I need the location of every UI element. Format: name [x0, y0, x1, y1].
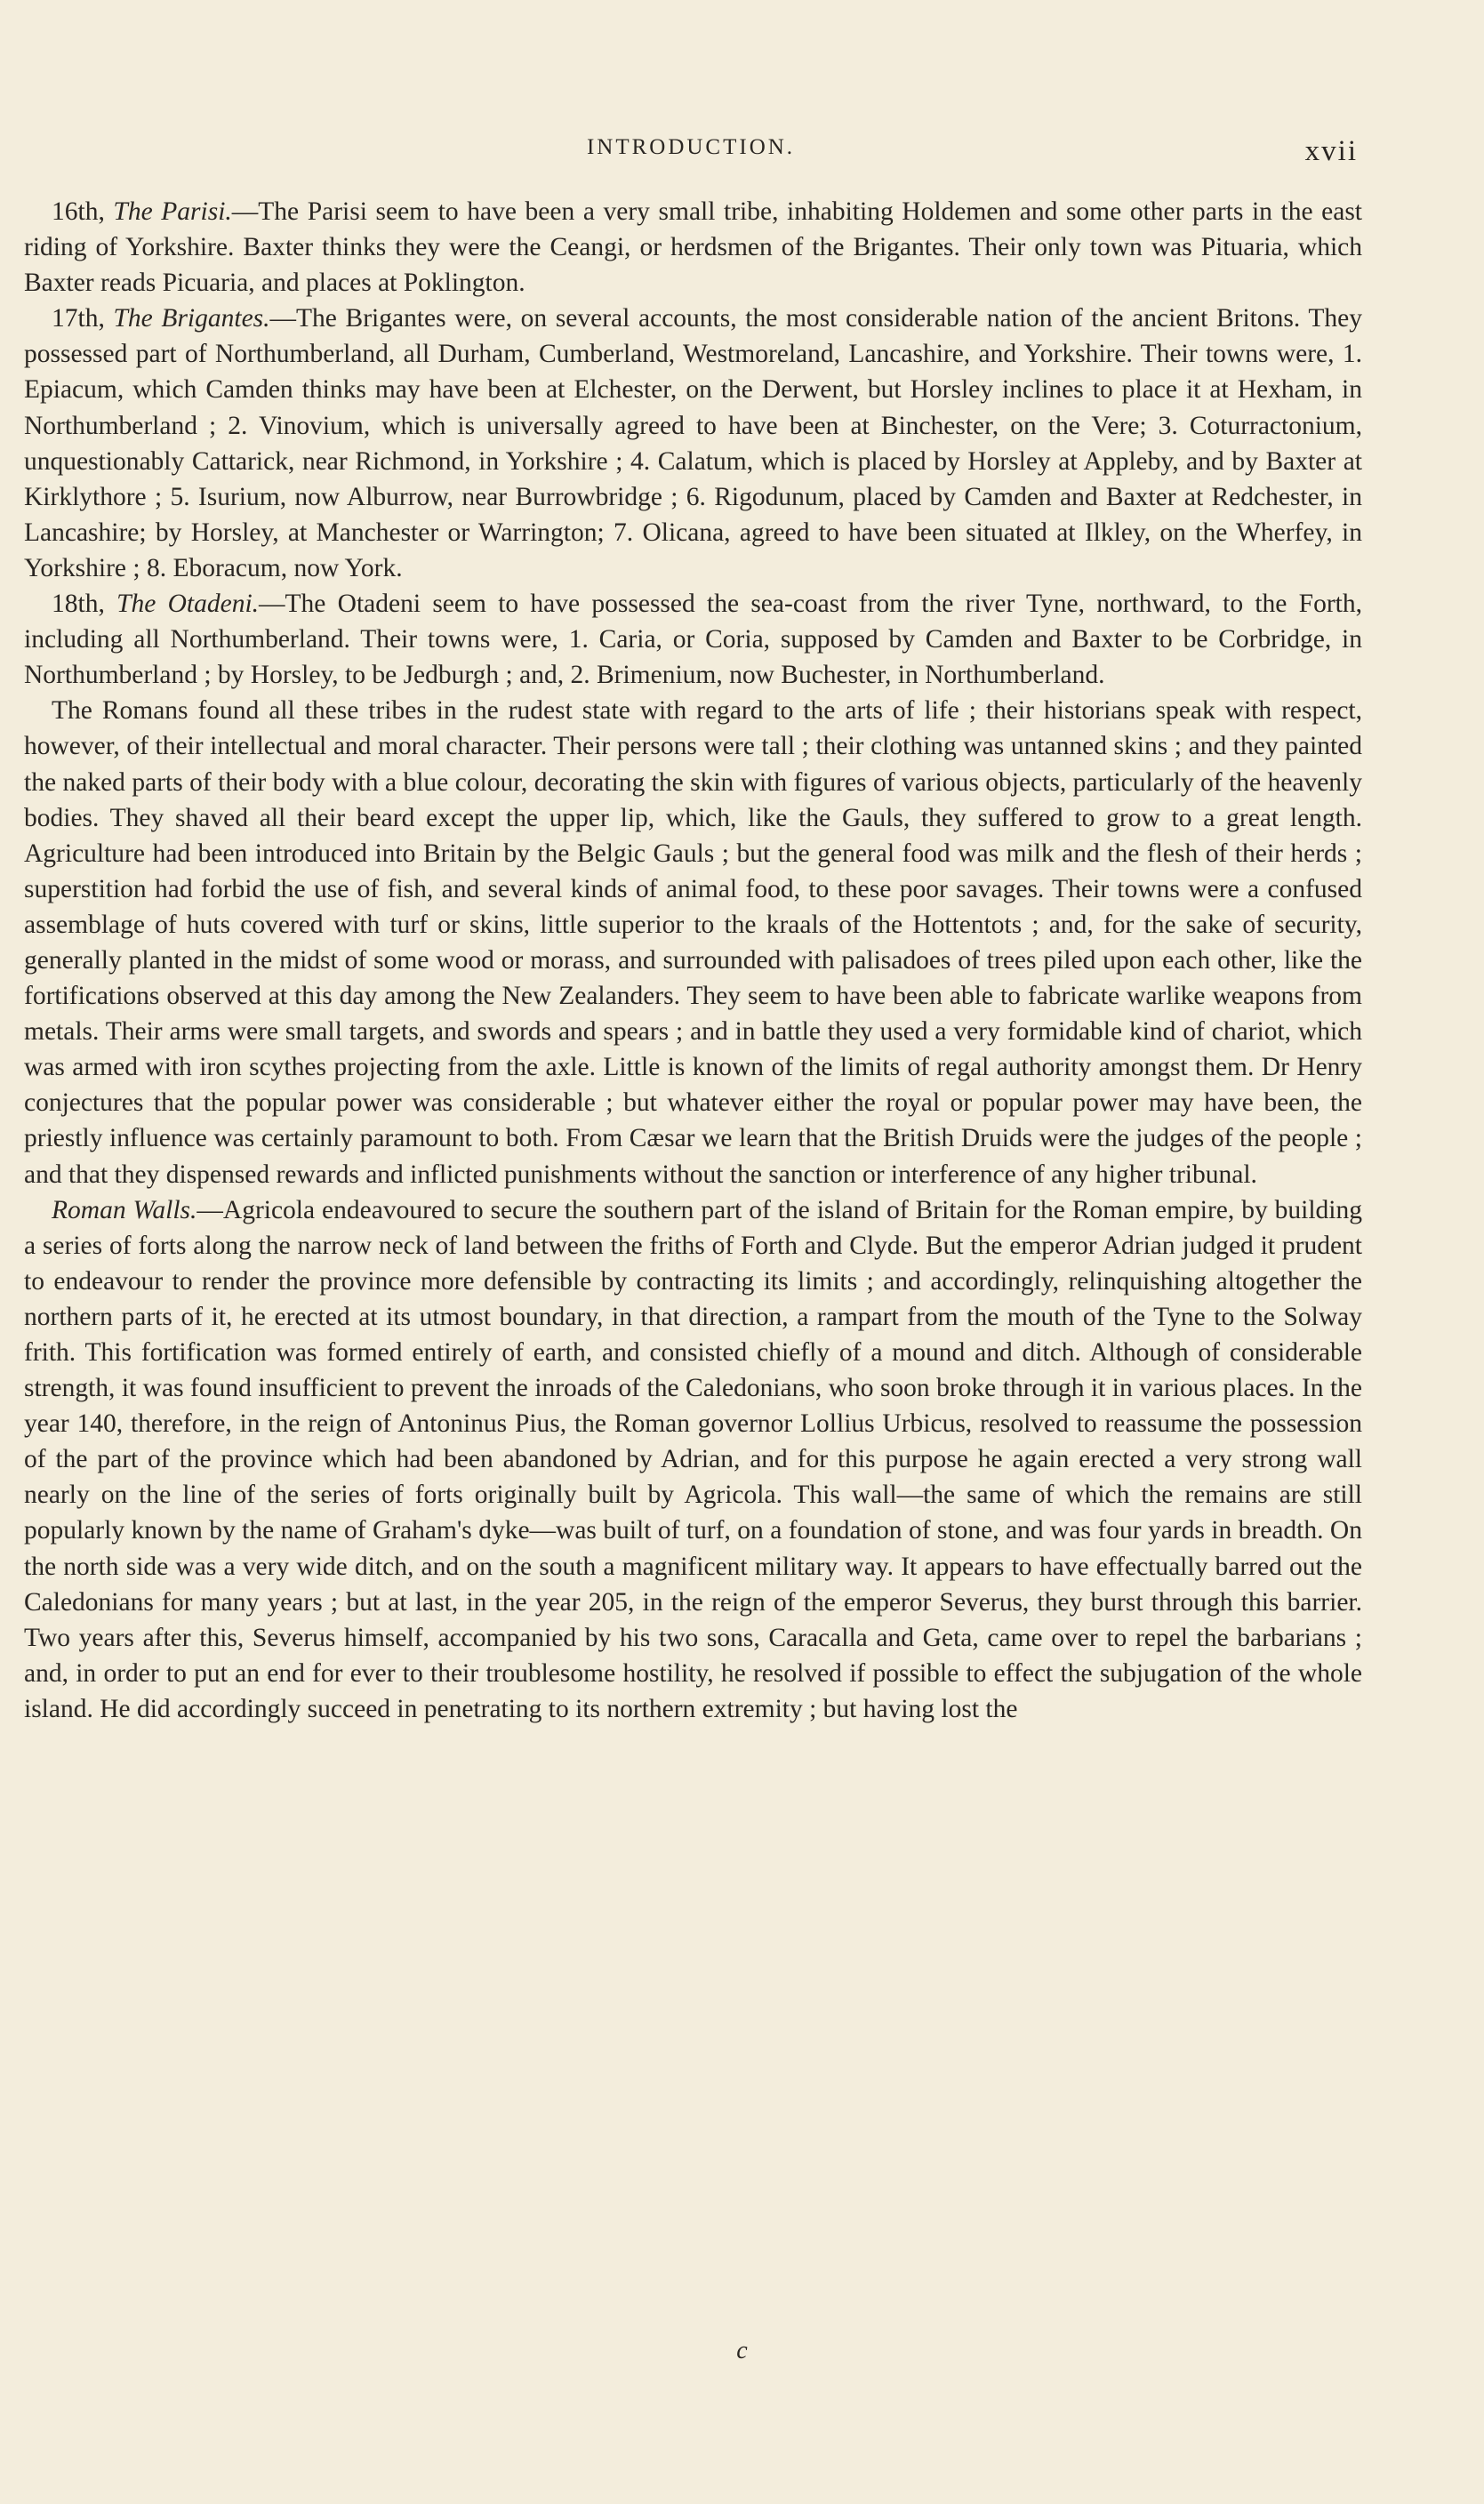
section-title-parisi: The Parisi. [113, 197, 232, 226]
paragraph-text: —The Otadeni seem to have possessed the sea-coast from the river Tyne, northward, to the Forth, including all Northumberland. Their towns were, 1. Caria, or Coria, supposed by Camden and Baxter to be Corbridge, in Northumberland ; by Horsley, to be Jedburgh ; and, 2. Brimenium, now Buchester, in Northumberland. [24, 590, 1362, 690]
paragraph-text: —The Brigantes were, on several accounts, the most considerable nation of the ancient Britons. They possessed part of Northumberland, all Durham, Cumberland, Westmoreland, Lancashire, and Yorkshire. Their towns were, 1. Epiacum, which Camden thinks may have been at Elchester, on the Derwent, but Horsley inclines to place it at Hexham, in Northumberland ; 2. Vinovium, which is universally agreed to have been at Binchester, on the Vere; 3. Coturractonium, unquestionably Cattarick, near Richmond, in Yorkshire ; 4. Calatum, which is placed by Horsley at Appleby, and by Baxter at Kirklythore ; 5. Isurium, now Alburrow, near Burrowbridge ; 6. Rigodunum, placed by Camden and Baxter at Redchester, in Lancashire; by Horsley, at Manchester or Warrington; 7. Olicana, agreed to have been situated at Ilkley, on the Wherfey, in Yorkshire ; 8. Eboracum, now York. [24, 304, 1362, 582]
section-title-otadeni: The Otadeni. [116, 590, 260, 619]
page-header [24, 135, 1358, 171]
paragraph-label: 18th, [52, 590, 117, 619]
section-title-brigantes: The Brigantes. [113, 304, 270, 333]
paragraph-text: —The Parisi seem to have been a very small tribe, inhabiting Holdemen and some other parts in the east riding of Yorkshire. Baxter thinks they were the Ceangi, or herdsmen of the Brigantes. Their only town was Pituaria, which Baxter reads Picuaria, and places at Poklington. [24, 197, 1362, 298]
page-number: xvii [1304, 135, 1358, 167]
body-text [24, 194, 1362, 1727]
paragraph-britons-character [24, 693, 1362, 1192]
paragraph-roman-walls [24, 1192, 1362, 1727]
section-title-roman-walls: Roman Walls. [52, 1195, 197, 1224]
paragraph-label: 17th, [52, 304, 114, 333]
paragraph-text: —Agricola endeavoured to secure the southern part of the island of Britain for the Roman empire, by building a series of forts along the narrow neck of land between the friths of Forth and Clyde. But the emperor Adrian judged it prudent to endeavour to render the province more defensible by contracting its limits ; and accordingly, relinquishing altogether the northern parts of it, he erected at its utmost boundary, in that direction, a rampart from the mouth of the Tyne to the Solway frith. This fortification was formed entirely of earth, and consisted chiefly of a mound and ditch. Although of considerable strength, it was found insufficient to prevent the inroads of the Caledonians, who soon broke through it in various places. In the year 140, therefore, in the reign of Antoninus Pius, the Roman governor Lollius Urbicus, resolved to reassume the possession of the part of the province which had been abandoned by Adrian, and for this purpose he again erected a very strong wall nearly on the line of the series of forts originally built by Agricola. This wall—the same of which the remains are still popularly known by the name of Graham's dyke—was built of turf, on a foundation of stone, and was four yards in breadth. On the north side was a very wide ditch, and on the south a magnificent military way. It appears to have effectually barred out the Caledonians for many years ; but at last, in the year 205, in the reign of the emperor Severus, they burst through this barrier. Two years after this, Severus himself, accompanied by his two sons, Caracalla and Geta, came over to repel the barbarians ; and, in order to put an end for ever to their troublesome hostility, he resolved if possible to effect the subjugation of the whole island. He did accordingly succeed in penetrating to its northern extremity ; but having lost the [24, 1195, 1362, 1723]
running-head: INTRODUCTION. [586, 135, 796, 159]
paragraph-text: The Romans found all these tribes in the rudest state with regard to the arts of life ; their historians speak with respect, however, of their intellectual and moral character. Their persons were tall ; their clothing was untanned skins ; and they painted the naked parts of their body with a blue colour, decorating the skin with figures of various objects, particularly of the heavenly bodies. They shaved all their beard except the upper lip, which, like the Gauls, they suffered to grow to a great length. Agriculture had been introduced into Britain by the Belgic Gauls ; but the general food was milk and the flesh of their herds ; superstition had forbid the use of fish, and several kinds of animal food, to these poor savages. Their towns were a confused assemblage of huts covered with turf or skins, little superior to the kraals of the Hottentots ; and, for the sake of security, generally planted in the midst of some wood or morass, and surrounded with palisadoes of trees piled upon each other, like the fortifications observed at this day among the New Zealanders. They seem to have been able to fabricate warlike weapons from metals. Their arms were small targets, and swords and spears ; and in battle they used a very formidable kind of chariot, which was armed with iron scythes projecting from the axle. Little is known of the limits of regal authority amongst them. Dr Henry conjectures that the popular power was considerable ; but whatever either the royal or popular power may have been, the priestly influence was certainly paramount to both. From Cæsar we learn that the British Druids were the judges of the people ; and that they dispensed rewards and inflicted punishments without the sanction or interference of any higher tribunal. [24, 696, 1362, 1189]
paragraph-parisi [24, 194, 1362, 301]
signature-mark: c [736, 2337, 748, 2364]
paragraph-brigantes [24, 301, 1362, 586]
paragraph-label: 16th, [52, 197, 114, 226]
paragraph-otadeni [24, 586, 1362, 693]
